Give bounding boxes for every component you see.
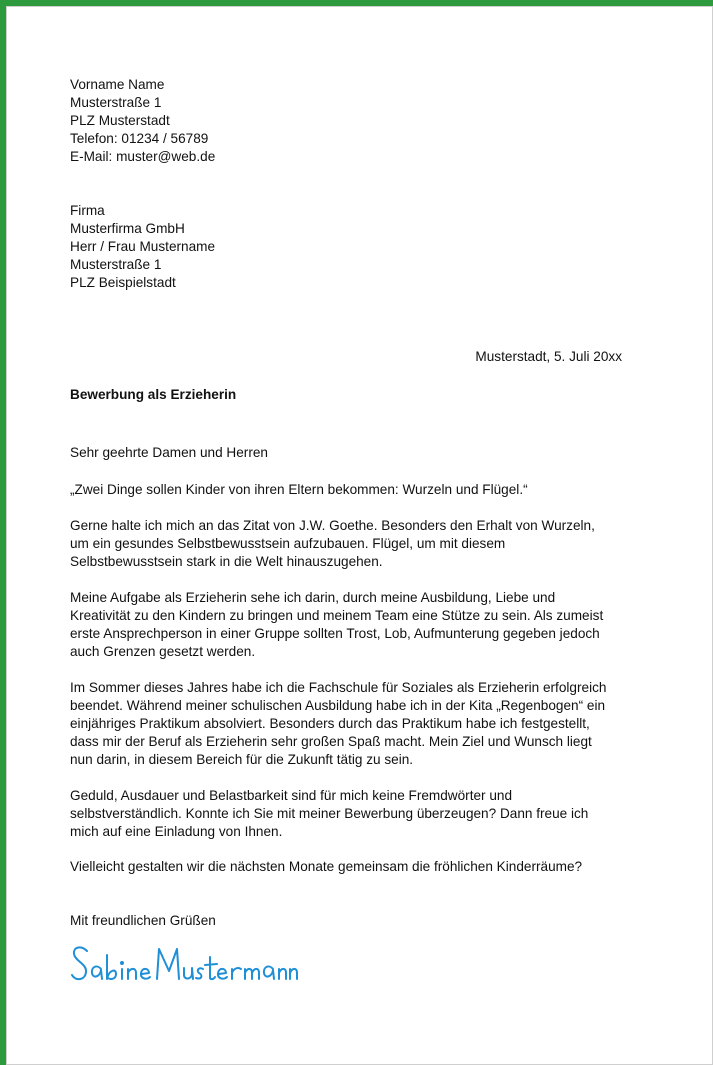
paragraph-line: „Zwei Dinge sollen Kinder von ihren Eltern bekommen: Wurzeln und Flügel.“ xyxy=(70,482,528,497)
paragraph-line: nun darin, in diesem Bereich für die Zukunft tätig zu sein. xyxy=(70,752,414,767)
paragraph-line: dass mir der Beruf als Erzieherin sehr großen Spaß macht. Mein Ziel und Wunsch liegt xyxy=(70,734,592,749)
paragraph-line: Selbstbewusstsein stark in die Welt hinauszugehen. xyxy=(70,554,383,569)
paragraph-line: erste Ansprechperson in einer Gruppe sollten Trost, Lob, Aufmunterung gegeben jedoch xyxy=(70,626,600,641)
paragraph-quote xyxy=(70,481,630,499)
paragraph-line: auch Grenzen gesetzt werden. xyxy=(70,644,256,659)
letter-closing: Mit freundlichen Grüßen xyxy=(70,913,216,928)
paragraph-goethe xyxy=(70,517,630,571)
paragraph-line: Vielleicht gestalten wir die nächsten Monate gemeinsam die fröhlichen Kinderräume? xyxy=(70,859,583,874)
recipient-city: PLZ Beispielstadt xyxy=(70,275,176,290)
letter-page xyxy=(6,6,713,1065)
paragraph-education xyxy=(70,679,630,769)
paragraph-qualities xyxy=(70,787,630,841)
sender-city: PLZ Musterstadt xyxy=(70,113,170,128)
letter-salutation: Sehr geehrte Damen und Herren xyxy=(70,445,268,460)
paragraph-line: selbstverständlich. Konnte ich Sie mit meiner Bewerbung überzeugen? Dann freue ich xyxy=(70,806,589,821)
recipient-label: Firma xyxy=(70,203,105,218)
recipient-address xyxy=(70,202,215,292)
paragraph-line: beendet. Während meiner schulischen Ausbildung habe ich in der Kita „Regenbogen“ ein xyxy=(70,698,606,713)
sender-address xyxy=(70,76,215,166)
recipient-street: Musterstraße 1 xyxy=(70,257,162,272)
paragraph-line: Kreativität zu den Kindern zu bringen und meinem Team eine Stütze zu sein. Als zumeist xyxy=(70,608,604,623)
letter-date: Musterstadt, 5. Juli 20xx xyxy=(475,349,622,364)
paragraph-line: um ein gesundes Selbstbewusstsein aufzubauen. Flügel, um mit diesem xyxy=(70,536,506,551)
sender-name: Vorname Name xyxy=(70,77,165,92)
handwritten-signature xyxy=(71,937,301,995)
paragraph-line: mich auf eine Einladung von Ihnen. xyxy=(70,824,283,839)
paragraph-line: Im Sommer dieses Jahres habe ich die Fachschule für Soziales als Erzieherin erfolgreich xyxy=(70,680,607,695)
paragraph-line: Geduld, Ausdauer und Belastbarkeit sind für mich keine Fremdwörter und xyxy=(70,788,513,803)
paragraph-line: Gerne halte ich mich an das Zitat von J.W. Goethe. Besonders den Erhalt von Wurzeln, xyxy=(70,518,595,533)
sender-email: E-Mail: muster@web.de xyxy=(70,149,216,164)
sender-phone: Telefon: 01234 / 56789 xyxy=(70,131,209,146)
paragraph-role xyxy=(70,589,630,661)
paragraph-line: Meine Aufgabe als Erzieherin sehe ich darin, durch meine Ausbildung, Liebe und xyxy=(70,590,556,605)
recipient-company: Musterfirma GmbH xyxy=(70,221,185,236)
letter-subject: Bewerbung als Erzieherin xyxy=(70,387,237,402)
paragraph-line: einjähriges Praktikum absolviert. Besonders durch das Praktikum habe ich festgestellt, xyxy=(70,716,590,731)
recipient-contact: Herr / Frau Mustername xyxy=(70,239,216,254)
sender-street: Musterstraße 1 xyxy=(70,95,162,110)
paragraph-closing-question xyxy=(70,858,630,876)
